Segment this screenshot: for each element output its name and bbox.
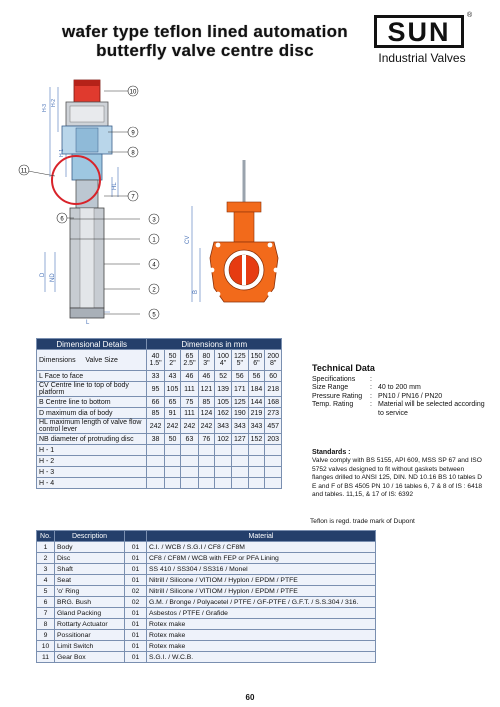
dimension-value: 105: [164, 382, 181, 397]
dimension-value: 66: [147, 397, 164, 408]
dimension-value: 111: [181, 408, 198, 419]
col-qty: [125, 531, 147, 542]
dimension-value: [181, 445, 198, 456]
size-inch: 5": [236, 360, 243, 367]
dimension-value: 190: [231, 408, 248, 419]
dimension-value: [231, 445, 248, 456]
material-qty: 01: [125, 652, 147, 663]
dimension-code: B: [39, 398, 44, 406]
dimension-value: 162: [215, 408, 232, 419]
dimension-value: 171: [231, 382, 248, 397]
material-spec: Nitrill / Silicone / VITIOM / Hyplon / EPDM / PTFE: [147, 575, 376, 586]
dimension-value: [147, 478, 164, 489]
dimension-value: 85: [198, 397, 215, 408]
dimension-value: [198, 445, 215, 456]
material-qty: 01: [125, 553, 147, 564]
dimension-code: CV: [39, 382, 49, 389]
dimension-value: [231, 467, 248, 478]
dim-h3: H-3: [42, 103, 48, 112]
material-row: [37, 608, 376, 619]
material-no: 11: [37, 652, 55, 663]
dimension-label: Centre line to bottom: [45, 398, 111, 406]
dimension-value: 52: [215, 371, 232, 382]
material-qty: 01: [125, 641, 147, 652]
dimension-value: 219: [248, 408, 265, 419]
material-no: 5: [37, 586, 55, 597]
size-inch: 2.5": [183, 360, 196, 367]
material-no: 6: [37, 597, 55, 608]
dimension-row: [37, 434, 282, 445]
size-mm: 65: [185, 353, 194, 360]
material-row: [37, 553, 376, 564]
svg-text:9: 9: [131, 130, 135, 137]
material-spec: Rotex make: [147, 619, 376, 630]
dimension-row: [37, 408, 282, 419]
material-spec: C.I. / WCB / S.G.I / CF8 / CF8M: [147, 542, 376, 553]
tech-row: Pressure Rating : PN10 / PN16 / PN20: [312, 393, 482, 402]
tech-row: Specifications :: [312, 375, 372, 383]
dimension-label: Face to face: [44, 372, 84, 380]
dimension-value: 75: [181, 397, 198, 408]
material-row: [37, 630, 376, 641]
dimension-row: [37, 382, 282, 397]
dim-l: L: [86, 320, 90, 326]
material-spec: Asbestos / PTFE / Grafide: [147, 608, 376, 619]
material-no: 9: [37, 630, 55, 641]
dim-d: D: [40, 272, 46, 277]
material-qty: 01: [125, 575, 147, 586]
dimension-value: 218: [265, 382, 282, 397]
material-qty: 02: [125, 586, 147, 597]
tech-value: Material will be selected according to service: [378, 401, 485, 417]
material-row: [37, 542, 376, 553]
dimension-value: 273: [265, 408, 282, 419]
material-spec: Rotex make: [147, 641, 376, 652]
dim-h2: H-2: [51, 98, 57, 107]
dimension-value: 50: [164, 434, 181, 445]
dimension-value: 343: [231, 419, 248, 434]
dimension-row: [37, 371, 282, 382]
dimension-value: [147, 456, 164, 467]
dimension-value: 242: [147, 419, 164, 434]
size-inch: 3": [203, 360, 210, 367]
dimension-value: 102: [215, 434, 232, 445]
size-mm: 80: [202, 353, 211, 360]
tech-value: 40 to 200 mm: [378, 384, 421, 391]
page-title: [40, 22, 370, 60]
dimension-value: 46: [198, 371, 215, 382]
dimension-code: H - 4: [39, 479, 55, 487]
size-mm: 125: [233, 353, 246, 360]
dimension-code: L: [39, 372, 43, 380]
size-inch: 2": [169, 360, 176, 367]
size-mm: 150: [250, 353, 263, 360]
dimension-value: 127: [231, 434, 248, 445]
dimension-value: [265, 445, 282, 456]
material-description: Body: [55, 542, 125, 553]
material-no: 7: [37, 608, 55, 619]
dimension-value: [265, 478, 282, 489]
page-number: 60: [245, 693, 255, 702]
dimension-value: 33: [147, 371, 164, 382]
technical-data: [312, 363, 485, 417]
svg-text:7: 7: [131, 194, 135, 201]
callout-8: [128, 147, 138, 157]
dimension-value: [198, 467, 215, 478]
title-line-2: butterfly valve centre disc: [96, 41, 314, 60]
dim-b: B: [193, 289, 199, 294]
tech-key: Size Range: [312, 384, 349, 391]
dimension-label: maximum length of valve flow control lever: [39, 419, 142, 433]
size-mm: 200: [267, 353, 279, 360]
dimension-code: H - 2: [39, 457, 55, 465]
tech-key: Temp. Rating: [312, 401, 354, 408]
title-line-1: wafer type teflon lined automation: [61, 22, 348, 41]
tech-value: PN10 / PN16 / PN20: [378, 392, 443, 400]
dimension-row: [37, 397, 282, 408]
col-description: Description: [55, 531, 125, 542]
material-description: Disc: [55, 553, 125, 564]
logo-subtitle: Industrial Valves: [378, 51, 466, 65]
dimension-value: [164, 456, 181, 467]
material-row: [37, 575, 376, 586]
dimension-value: [164, 445, 181, 456]
material-description: Limit Switch: [55, 641, 125, 652]
dimension-value: [265, 456, 282, 467]
material-spec: CF8 / CF8M / WCB with FEP or PFA Lining: [147, 553, 376, 564]
dimension-value: [231, 478, 248, 489]
size-label-dimensions: Dimensions: [39, 356, 76, 364]
dimensional-table: [36, 338, 282, 489]
valve-body-drawing: [192, 160, 278, 302]
tech-key: Specifications: [312, 375, 356, 383]
material-row: [37, 619, 376, 630]
dimension-code: H - 3: [39, 468, 55, 476]
svg-text:2: 2: [152, 287, 156, 294]
svg-text:10: 10: [129, 89, 137, 96]
callout-11: [19, 165, 29, 175]
size-mm: 40: [151, 353, 160, 360]
dimension-value: [164, 478, 181, 489]
dimensional-header-left: Dimensional Details: [37, 339, 147, 350]
dim-nd: ND: [50, 273, 56, 282]
dimension-value: 343: [215, 419, 232, 434]
dimension-value: [248, 467, 265, 478]
dimension-value: 43: [164, 371, 181, 382]
dimension-value: [265, 467, 282, 478]
dimension-value: 144: [248, 397, 265, 408]
size-mm: 100: [217, 353, 229, 360]
dimension-value: [248, 478, 265, 489]
dimension-value: 65: [164, 397, 181, 408]
dimension-value: 38: [147, 434, 164, 445]
callout-7: [128, 191, 138, 201]
material-qty: 02: [125, 597, 147, 608]
dimension-value: [164, 467, 181, 478]
callout-10: [128, 86, 138, 96]
standards: [312, 449, 484, 499]
svg-text:6: 6: [60, 216, 64, 223]
material-row: [37, 564, 376, 575]
dimension-code: NB: [39, 435, 49, 443]
material-description: Possitionar: [55, 630, 125, 641]
material-qty: 01: [125, 542, 147, 553]
dimension-value: 46: [181, 371, 198, 382]
dimension-value: [248, 456, 265, 467]
material-description: 'o' Ring: [55, 586, 125, 597]
svg-text:8: 8: [131, 150, 135, 157]
dimension-value: [198, 456, 215, 467]
material-description: Rottarty Actuator: [55, 619, 125, 630]
dimension-value: [198, 478, 215, 489]
material-description: Gear Box: [55, 652, 125, 663]
logo-brand: SUN: [374, 15, 464, 48]
dimension-value: [231, 456, 248, 467]
dimension-value: [215, 456, 232, 467]
size-inch: 4": [219, 360, 227, 367]
dimension-value: [181, 456, 198, 467]
material-row: [37, 597, 376, 608]
dimension-code: HL: [39, 419, 48, 426]
size-mm: 50: [168, 353, 177, 360]
dimension-value: 184: [248, 382, 265, 397]
dimension-value: 76: [198, 434, 215, 445]
dimension-value: 343: [248, 419, 265, 434]
dimension-value: 105: [215, 397, 232, 408]
dimension-code: D: [39, 409, 45, 417]
material-no: 3: [37, 564, 55, 575]
material-row: [37, 641, 376, 652]
svg-text:3: 3: [152, 217, 156, 224]
sun-logo: [368, 12, 476, 70]
dimension-value: 111: [181, 382, 198, 397]
dimension-value: 242: [164, 419, 181, 434]
dimension-value: 56: [248, 371, 265, 382]
callout-1: [149, 234, 159, 244]
material-no: 1: [37, 542, 55, 553]
svg-text:1: 1: [152, 237, 156, 244]
tech-row: Temp. Rating : Material will be selected according to service: [312, 401, 482, 410]
svg-text:5: 5: [152, 312, 156, 319]
assembly-drawing: [28, 80, 140, 318]
material-no: 8: [37, 619, 55, 630]
dimension-value: 85: [147, 408, 164, 419]
size-inch: 1.5": [149, 360, 162, 367]
dimension-value: 60: [265, 371, 282, 382]
material-spec: SS 410 / SS304 / SS316 / Monel: [147, 564, 376, 575]
dimension-value: [147, 445, 164, 456]
dimension-value: 203: [265, 434, 282, 445]
dimensional-header-right: Dimensions in mm: [147, 339, 282, 350]
material-qty: 01: [125, 608, 147, 619]
dimension-value: [181, 478, 198, 489]
material-spec: G.M. / Bronge / Polyacetel / PTFE / GF-PTFE / G.F.T. / S.S.304 / 316.: [147, 597, 376, 608]
dimension-row: [37, 456, 282, 467]
material-no: 10: [37, 641, 55, 652]
dimension-code: H - 1: [39, 446, 55, 454]
dimension-value: [215, 445, 232, 456]
material-spec: Nitrill / Silicone / VITIOM / Hyplon / EPDM / PTFE: [147, 586, 376, 597]
callout-9: [128, 127, 138, 137]
dimension-row: [37, 419, 282, 434]
dimensional-rows: [37, 371, 282, 489]
dimension-row: [37, 478, 282, 489]
dimension-value: 457: [265, 419, 282, 434]
dimension-value: 152: [248, 434, 265, 445]
dimension-value: [215, 467, 232, 478]
dimension-value: 125: [231, 397, 248, 408]
material-row: [37, 586, 376, 597]
dimension-value: 56: [231, 371, 248, 382]
dim-cv: CV: [185, 235, 191, 244]
material-description: BRG. Bush: [55, 597, 125, 608]
dimension-value: 91: [164, 408, 181, 419]
size-inch: 8": [269, 360, 277, 367]
standards-title: Standards :: [312, 449, 351, 456]
dimension-label: Centre line to top of body platform: [39, 382, 129, 396]
callout-2: [149, 284, 159, 294]
material-description: Gland Packing: [55, 608, 125, 619]
dimension-value: 139: [215, 382, 232, 397]
dimension-label: diameter of protruding disc: [50, 435, 134, 443]
col-no: No.: [37, 531, 55, 542]
material-qty: 01: [125, 564, 147, 575]
materials-table: [36, 530, 376, 663]
valve-drawing: [0, 72, 500, 337]
dimension-value: [248, 445, 265, 456]
callout-4: [149, 259, 159, 269]
material-spec: Rotex make: [147, 630, 376, 641]
trademark-note: Teflon is regd. trade mark of Dupont: [310, 518, 415, 525]
svg-text:11: 11: [20, 168, 28, 175]
dimension-value: [181, 467, 198, 478]
material-qty: 01: [125, 630, 147, 641]
size-inch: 6": [253, 360, 260, 367]
material-description: Shaft: [55, 564, 125, 575]
material-qty: 01: [125, 619, 147, 630]
dimension-row: [37, 445, 282, 456]
dimension-value: 124: [198, 408, 215, 419]
size-row: [37, 350, 282, 371]
tech-row: Size Range : 40 to 200 mm: [312, 384, 482, 393]
dimension-row: [37, 467, 282, 478]
dimension-value: 121: [198, 382, 215, 397]
dimension-value: 242: [198, 419, 215, 434]
material-description: Seat: [55, 575, 125, 586]
technical-title: Technical Data: [312, 363, 375, 373]
materials-rows: [37, 542, 376, 663]
svg-text:4: 4: [152, 262, 156, 269]
dimension-value: 168: [265, 397, 282, 408]
dimension-label: maximum dia of body: [46, 409, 113, 417]
size-label-valve: Valve Size: [85, 356, 118, 364]
logo-registered-mark: ®: [467, 12, 473, 19]
callout-5: [149, 309, 159, 319]
material-no: 4: [37, 575, 55, 586]
standards-text: Valve comply with BS 5155, API 609, MSS SP 67 and ISO 5752 valves designed to fit without gaskets between flanges drilled to ANSI 125, DIN. ND 10.16 BS 10 tables D E and F of BS 4505 PN 10 / 16 tables 6, 7 & 8 of IS : 6418 and tables. 11,15, & 17 of IS: 6392: [312, 457, 483, 499]
dimension-value: [147, 467, 164, 478]
dim-h1: H-1: [59, 148, 65, 157]
dim-hl: HL: [112, 182, 118, 190]
tech-key: Pressure Rating: [312, 392, 363, 400]
dimension-value: 242: [181, 419, 198, 434]
dimension-value: [215, 478, 232, 489]
material-spec: S.G.I. / W.C.B.: [147, 652, 376, 663]
callout-6: [57, 213, 67, 223]
material-no: 2: [37, 553, 55, 564]
material-row: [37, 652, 376, 663]
callout-3: [149, 214, 159, 224]
col-material: Material: [147, 531, 376, 542]
dimension-value: 95: [147, 382, 164, 397]
dimension-value: 63: [181, 434, 198, 445]
